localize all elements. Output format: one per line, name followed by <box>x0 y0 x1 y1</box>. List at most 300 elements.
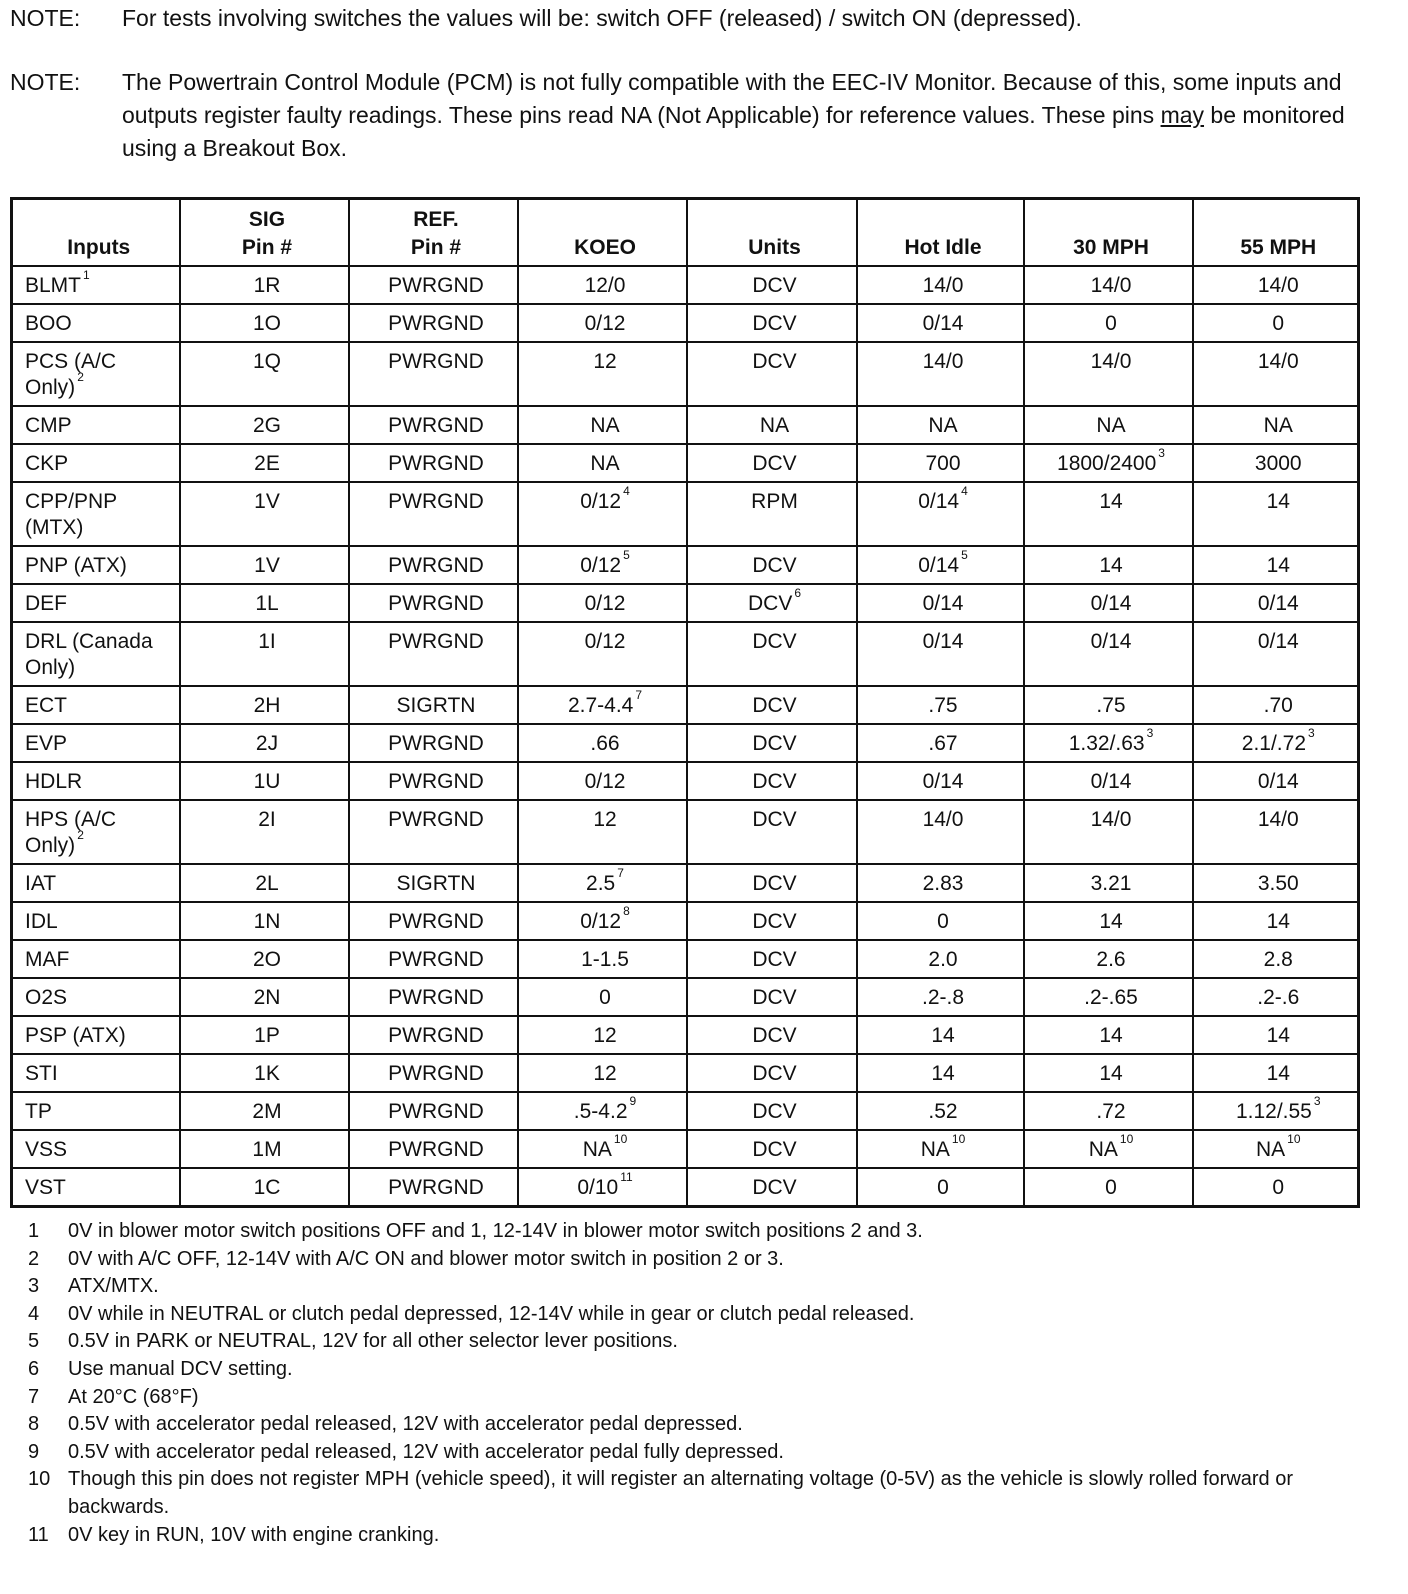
value-cell <box>1024 1016 1193 1054</box>
value-cell <box>1024 800 1193 864</box>
input-name-cell <box>12 266 180 304</box>
input-name-cell <box>12 444 180 482</box>
cell-text: 2.83 <box>922 872 964 895</box>
cell-text: VSS <box>25 1138 68 1161</box>
note-label: NOTE: <box>10 5 81 31</box>
cell-text: PCS (A/C Only) <box>25 350 117 399</box>
cell-text: .67 <box>928 732 958 755</box>
value-cell <box>687 686 857 724</box>
value-cell <box>1193 266 1359 304</box>
cell-text: NA <box>928 414 958 437</box>
cell-text: O2S <box>25 986 68 1009</box>
cell-text: 12 <box>593 1024 617 1047</box>
cell-text: 0/14 <box>918 490 960 513</box>
cell-text: 14 <box>1099 1062 1123 1085</box>
value-cell <box>1193 940 1359 978</box>
cell-text: 0 <box>937 910 949 933</box>
value-cell <box>518 864 687 902</box>
value-cell <box>518 1054 687 1092</box>
cell-text: DCV <box>752 350 797 373</box>
column-header <box>1024 199 1193 267</box>
cell-text: .75 <box>928 694 958 717</box>
cell-text: PWRGND <box>388 274 484 297</box>
footnote-text: ATX/MTX. <box>68 1275 159 1298</box>
value-cell <box>687 622 857 686</box>
value-cell <box>518 482 687 546</box>
cell-text: 14 <box>1099 910 1123 933</box>
value-cell <box>687 1168 857 1207</box>
cell-text: 12 <box>593 350 617 373</box>
footnote-text: 0V with A/C OFF, 12-14V with A/C ON and blower motor switch in position 2 or 3. <box>68 1247 784 1270</box>
footnote-ref: 1 <box>83 268 90 282</box>
value-cell <box>349 304 518 342</box>
cell-text: 14 <box>1266 554 1290 577</box>
footnote-ref: 10 <box>1119 1132 1134 1146</box>
cell-text: 2.6 <box>1096 948 1126 971</box>
cell-text: 14/0 <box>922 350 964 373</box>
cell-text: IDL <box>25 910 58 933</box>
value-cell <box>1024 978 1193 1016</box>
value-cell <box>349 762 518 800</box>
value-cell <box>518 546 687 584</box>
value-cell <box>857 584 1024 622</box>
value-cell <box>1193 622 1359 686</box>
cell-text: .66 <box>590 732 620 755</box>
value-cell <box>1024 902 1193 940</box>
value-cell <box>1024 1054 1193 1092</box>
cell-text: NA <box>582 1138 612 1161</box>
cell-text: .5-4.2 <box>573 1100 628 1123</box>
cell-text: DCV <box>752 1176 797 1199</box>
value-cell <box>180 940 349 978</box>
value-cell <box>1193 1168 1359 1207</box>
value-cell <box>687 762 857 800</box>
value-cell <box>1024 482 1193 546</box>
footnote-text: 0.5V with accelerator pedal released, 12V with accelerator pedal depressed. <box>68 1413 743 1436</box>
cell-text: 14 <box>1099 1024 1123 1047</box>
cell-text: 14/0 <box>922 274 964 297</box>
value-cell <box>180 1016 349 1054</box>
table-row <box>12 864 1359 902</box>
value-cell <box>518 584 687 622</box>
value-cell <box>1024 1130 1193 1168</box>
cell-text: 2J <box>255 732 279 755</box>
value-cell <box>687 444 857 482</box>
value-cell <box>1193 1054 1359 1092</box>
cell-text: 0/14 <box>1257 770 1299 793</box>
cell-text: PNP (ATX) <box>25 554 127 577</box>
cell-text: 0 <box>599 986 611 1009</box>
footnote-number: 9 <box>28 1440 40 1463</box>
pin-reference-table <box>10 197 1360 1208</box>
footnote-text: 0.5V in PARK or NEUTRAL, 12V for all other selector lever positions. <box>68 1330 678 1353</box>
footnote-ref: 10 <box>613 1132 628 1146</box>
cell-text: 1P <box>254 1024 280 1047</box>
cell-text: 14 <box>1266 910 1290 933</box>
value-cell <box>1193 342 1359 406</box>
cell-text: NA <box>1255 1138 1286 1161</box>
value-cell <box>518 902 687 940</box>
cell-text: NA <box>590 452 620 475</box>
cell-text: 2G <box>252 414 281 437</box>
value-cell <box>1024 1168 1193 1207</box>
cell-text: PWRGND <box>388 592 484 615</box>
cell-text: 2.8 <box>1263 948 1293 971</box>
value-cell <box>857 444 1024 482</box>
cell-text: NA <box>920 1138 950 1161</box>
cell-text: CPP/PNP (MTX) <box>25 490 117 539</box>
cell-text: 1C <box>253 1176 281 1199</box>
footnote-ref: 3 <box>1158 446 1165 460</box>
cell-text: 0/14 <box>922 770 964 793</box>
footnote-number: 7 <box>28 1385 40 1408</box>
value-cell <box>349 1054 518 1092</box>
value-cell <box>180 1168 349 1207</box>
cell-text: .2-.65 <box>1084 986 1138 1009</box>
value-cell <box>1024 444 1193 482</box>
cell-text: .72 <box>1096 1100 1126 1123</box>
cell-text: 0 <box>1272 312 1285 335</box>
footnote <box>28 1246 1328 1274</box>
footnote-text: Though this pin does not register MPH (vehicle speed), it will register an alternating voltage (0-5V) as the vehicle is slowly rolled forward or backwards. <box>68 1468 1294 1518</box>
value-cell <box>857 1016 1024 1054</box>
cell-text: 0 <box>937 1176 949 1199</box>
cell-text: 1Q <box>252 350 281 373</box>
value-cell <box>180 584 349 622</box>
value-cell <box>518 622 687 686</box>
cell-text: 14/0 <box>1257 274 1299 297</box>
table-row <box>12 1130 1359 1168</box>
cell-text: 14 <box>1099 490 1123 513</box>
cell-text: NA <box>1096 414 1126 437</box>
value-cell <box>1024 724 1193 762</box>
value-cell <box>857 406 1024 444</box>
cell-text: 1R <box>253 274 281 297</box>
cell-text: DEF <box>25 592 67 615</box>
cell-text: 3.50 <box>1257 872 1299 895</box>
cell-text: DCV <box>752 452 797 475</box>
value-cell <box>349 940 518 978</box>
cell-text: 14 <box>931 1024 955 1047</box>
column-header-line: Pin # <box>241 236 293 259</box>
value-cell <box>180 762 349 800</box>
input-name-cell <box>12 406 180 444</box>
value-cell <box>857 546 1024 584</box>
footnote <box>28 1218 1328 1246</box>
value-cell <box>1193 406 1359 444</box>
cell-text: DCV <box>752 770 797 793</box>
value-cell <box>180 1092 349 1130</box>
cell-text: .52 <box>928 1100 958 1123</box>
cell-text: DCV <box>752 808 797 831</box>
table-row <box>12 546 1359 584</box>
value-cell <box>349 266 518 304</box>
column-header-line: Pin # <box>410 236 462 259</box>
cell-text: 14/0 <box>922 808 964 831</box>
value-cell <box>518 304 687 342</box>
value-cell <box>1193 546 1359 584</box>
cell-text: 14/0 <box>1257 350 1299 373</box>
table-row <box>12 800 1359 864</box>
input-name-cell <box>12 1130 180 1168</box>
value-cell <box>349 1092 518 1130</box>
value-cell <box>518 1130 687 1168</box>
value-cell <box>857 482 1024 546</box>
cell-text: 2L <box>255 872 279 895</box>
footnote-text: 0V in blower motor switch positions OFF and 1, 12-14V in blower motor switch positions 2 and 3. <box>68 1220 923 1242</box>
underlined-word: may <box>1160 102 1205 128</box>
footnote-ref: 3 <box>1313 1094 1321 1108</box>
cell-text: DCV <box>752 1024 797 1047</box>
value-cell <box>857 342 1024 406</box>
cell-text: SIGRTN <box>396 872 476 895</box>
footnote-ref: 7 <box>635 688 643 702</box>
cell-text: 2.0 <box>928 948 958 971</box>
cell-text: 2E <box>254 452 280 475</box>
cell-text: ECT <box>25 694 67 717</box>
note-text <box>122 66 1392 165</box>
cell-text: 0/14 <box>1257 630 1299 653</box>
input-name-cell <box>12 1092 180 1130</box>
value-cell <box>687 800 857 864</box>
cell-text: 3.21 <box>1090 872 1132 895</box>
value-cell <box>180 482 349 546</box>
value-cell <box>857 1092 1024 1130</box>
note-text: For tests involving switches the values will be: switch OFF (released) / switch ON (depressed). <box>122 5 1082 31</box>
value-cell <box>1193 1016 1359 1054</box>
value-cell <box>687 1054 857 1092</box>
note-text-part: be monitored using a Breakout Box. <box>122 102 1345 161</box>
cell-text: PWRGND <box>388 1100 484 1123</box>
value-cell <box>518 724 687 762</box>
footnote-text: At 20°C (68°F) <box>68 1385 199 1408</box>
table-row <box>12 1054 1359 1092</box>
cell-text: 14 <box>931 1062 955 1085</box>
value-cell <box>518 406 687 444</box>
cell-text: PWRGND <box>388 986 484 1009</box>
cell-text: 2O <box>252 948 281 971</box>
column-header-line: 55 MPH <box>1240 236 1317 259</box>
cell-text: 1M <box>252 1138 282 1161</box>
cell-text: 1-1.5 <box>581 948 629 971</box>
cell-text: CKP <box>25 452 69 475</box>
footnote-number: 1 <box>28 1220 40 1242</box>
value-cell <box>1193 584 1359 622</box>
footnote-ref: 2 <box>77 370 84 384</box>
cell-text: 2M <box>252 1100 282 1123</box>
cell-text: PSP (ATX) <box>25 1024 126 1047</box>
value-cell <box>1193 1092 1359 1130</box>
value-cell <box>1193 902 1359 940</box>
cell-text: 0/12 <box>584 630 626 653</box>
footnote-ref: 9 <box>629 1094 637 1108</box>
cell-text: DCV <box>752 948 797 971</box>
input-name-cell <box>12 762 180 800</box>
footnote-ref: 7 <box>617 866 624 880</box>
cell-text: 0 <box>1105 312 1117 335</box>
footnote-text: Use manual DCV setting. <box>68 1357 293 1380</box>
footnote-ref: 6 <box>794 586 802 600</box>
table-row <box>12 978 1359 1016</box>
value-cell <box>349 622 518 686</box>
value-cell <box>518 342 687 406</box>
value-cell <box>857 304 1024 342</box>
value-cell <box>857 864 1024 902</box>
cell-text: 12 <box>593 1062 617 1085</box>
value-cell <box>687 1130 857 1168</box>
value-cell <box>1024 1092 1193 1130</box>
table-row <box>12 622 1359 686</box>
cell-text: PWRGND <box>388 808 484 831</box>
table-row <box>12 304 1359 342</box>
cell-text: EVP <box>25 732 68 755</box>
value-cell <box>349 406 518 444</box>
value-cell <box>1024 762 1193 800</box>
cell-text: 1.12/.55 <box>1235 1100 1312 1123</box>
value-cell <box>518 800 687 864</box>
value-cell <box>1024 584 1193 622</box>
note-pcm-compatibility <box>10 66 1408 165</box>
value-cell <box>1193 444 1359 482</box>
cell-text: PWRGND <box>388 770 484 793</box>
cell-text: 14/0 <box>1090 808 1132 831</box>
value-cell <box>687 546 857 584</box>
footnotes <box>28 1218 1408 1549</box>
value-cell <box>349 686 518 724</box>
value-cell <box>857 1130 1024 1168</box>
cell-text: 0/12 <box>580 490 622 513</box>
value-cell <box>180 304 349 342</box>
note-switches <box>10 2 1408 35</box>
value-cell <box>857 266 1024 304</box>
value-cell <box>180 686 349 724</box>
cell-text: DCV <box>752 1062 797 1085</box>
cell-text: 2.1/.72 <box>1241 732 1307 755</box>
value-cell <box>1024 546 1193 584</box>
value-cell <box>180 266 349 304</box>
value-cell <box>1024 342 1193 406</box>
value-cell <box>857 940 1024 978</box>
footnote <box>28 1522 1328 1550</box>
cell-text: HDLR <box>25 770 83 793</box>
cell-text: 12 <box>593 808 617 831</box>
input-name-cell <box>12 1168 180 1207</box>
footnote-number: 2 <box>28 1247 40 1270</box>
cell-text: PWRGND <box>388 312 484 335</box>
cell-text: PWRGND <box>388 1176 484 1199</box>
value-cell <box>180 546 349 584</box>
footnote-text: 0V while in NEUTRAL or clutch pedal depressed, 12-14V while in gear or clutch pedal released. <box>68 1302 915 1325</box>
value-cell <box>518 1016 687 1054</box>
value-cell <box>857 686 1024 724</box>
cell-text: 12/0 <box>584 274 626 297</box>
cell-text: IAT <box>25 872 57 895</box>
cell-text: CMP <box>25 414 72 437</box>
cell-text: 1V <box>254 490 280 513</box>
column-header <box>12 199 180 267</box>
cell-text: NA <box>590 414 620 437</box>
footnote-ref: 4 <box>623 484 630 498</box>
value-cell <box>1193 978 1359 1016</box>
value-cell <box>349 546 518 584</box>
cell-text: PWRGND <box>388 452 484 475</box>
cell-text: 2H <box>253 694 281 717</box>
cell-text: 0/14 <box>1090 630 1132 653</box>
value-cell <box>1193 864 1359 902</box>
table-row <box>12 1168 1359 1207</box>
table-row <box>12 406 1359 444</box>
cell-text: 700 <box>925 452 961 475</box>
cell-text: PWRGND <box>388 948 484 971</box>
value-cell <box>1024 864 1193 902</box>
cell-text: 0/14 <box>922 312 964 335</box>
value-cell <box>1024 304 1193 342</box>
footnote-number: 10 <box>28 1468 51 1491</box>
input-name-cell <box>12 724 180 762</box>
cell-text: DCV <box>752 554 797 577</box>
value-cell <box>518 978 687 1016</box>
value-cell <box>1193 800 1359 864</box>
value-cell <box>180 406 349 444</box>
input-name-cell <box>12 940 180 978</box>
table-row <box>12 1092 1359 1130</box>
value-cell <box>349 1168 518 1207</box>
cell-text: 1U <box>253 770 281 793</box>
cell-text: 1K <box>254 1062 280 1085</box>
value-cell <box>349 978 518 1016</box>
cell-text: 1.32/.63 <box>1068 732 1145 755</box>
column-header-line: SIG <box>248 208 286 231</box>
value-cell <box>518 686 687 724</box>
footnote-text: 0.5V with accelerator pedal released, 12V with accelerator pedal fully depressed. <box>68 1440 784 1463</box>
cell-text: TP <box>25 1100 52 1123</box>
value-cell <box>687 304 857 342</box>
cell-text: 2I <box>258 808 276 831</box>
value-cell <box>687 724 857 762</box>
cell-text: 0/12 <box>584 770 626 793</box>
value-cell <box>518 762 687 800</box>
footnote-text: 0V key in RUN, 10V with engine cranking. <box>68 1523 440 1546</box>
cell-text: 2.7-4.4 <box>567 694 634 717</box>
cell-text: DCV <box>752 312 797 335</box>
input-name-cell <box>12 304 180 342</box>
cell-text: 14 <box>1266 490 1290 513</box>
footnote <box>28 1411 1328 1439</box>
value-cell <box>1024 622 1193 686</box>
cell-text: 1I <box>258 630 276 653</box>
footnote-number: 5 <box>28 1330 40 1353</box>
footnote-ref: 10 <box>951 1132 966 1146</box>
column-header <box>1193 199 1359 267</box>
value-cell <box>349 1130 518 1168</box>
footnote <box>28 1384 1328 1412</box>
value-cell <box>857 902 1024 940</box>
column-header-line: KOEO <box>574 236 636 259</box>
footnote <box>28 1356 1328 1384</box>
value-cell <box>180 342 349 406</box>
cell-text: DCV <box>752 1100 797 1123</box>
cell-text: 0/12 <box>580 910 622 933</box>
cell-text: 14 <box>1266 1024 1290 1047</box>
footnote-ref: 2 <box>77 828 84 842</box>
input-name-cell <box>12 978 180 1016</box>
cell-text: DCV <box>747 592 793 615</box>
input-name-cell <box>12 342 180 406</box>
footnote-ref: 4 <box>961 484 968 498</box>
value-cell <box>857 762 1024 800</box>
cell-text: 14/0 <box>1257 808 1299 831</box>
cell-text: DCV <box>752 694 797 717</box>
